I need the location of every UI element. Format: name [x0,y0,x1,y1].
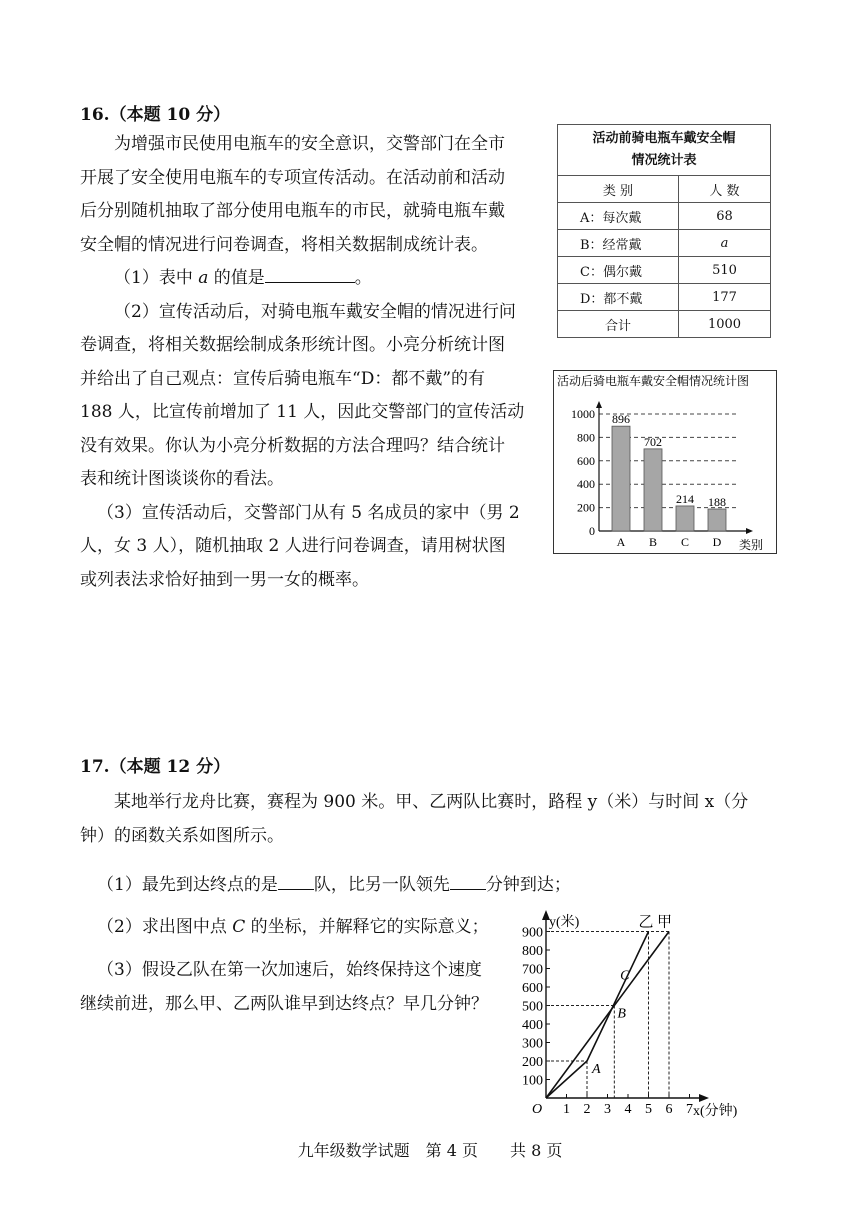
table-cell-category: A：每次戴 [558,203,679,230]
q17-intro-line: 钟）的函数关系如图所示。 [80,825,284,846]
y-tick-label: 100 [522,1073,543,1089]
y-tick-label: 600 [522,981,543,996]
x-axis-arrow [699,1094,709,1102]
y-tick-label: 200 [522,1055,543,1070]
chart-title: 活动后骑电瓶车戴安全帽情况统计图 [557,374,750,388]
q16-part2-line: 188 人，比宣传前增加了 11 人，因此交警部门的宣传活动 [80,402,525,422]
pre-activity-table [557,124,771,338]
x-axis-arrow [746,528,753,534]
q16-intro [80,128,550,597]
point-b-label: B [617,1006,626,1022]
distance-time-graph [505,908,765,1120]
bar-chart [553,370,777,554]
y-tick-label: 1000 [571,407,595,421]
y-tick-label: 800 [577,430,595,445]
x-tick-label: 4 [624,1102,632,1117]
q16-part1-pre: （1）表中 [114,268,199,288]
x-axis-label: 类别 [739,538,764,552]
bar-chart-svg [554,371,776,553]
q16-part1-var: a [198,268,209,288]
q16-part2-line: 表和统计图谈谈你的看法。 [80,469,284,489]
table-row [558,284,771,311]
series-jia-line [546,932,669,1099]
y-tick-label: 700 [522,962,543,978]
table-cell-value: a [679,230,771,257]
x-axis-label: x(分钟) [693,1104,738,1119]
answer-blank[interactable] [265,265,355,283]
bar-C [676,506,694,531]
q16-intro-line: 后分别随机抽取了部分使用电瓶车的市民，就骑电瓶车戴 [80,201,505,221]
q17-part3-line: （3）假设乙队在第一次加速后，始终保持这个速度 [97,960,482,980]
q17-part3-line: 继续前进，那么甲、乙两队谁早到达终点？早几分钟？ [80,993,488,1014]
q16-part2-line: 没有效果。你认为小亮分析数据的方法合理吗？结合统计 [80,435,505,456]
answer-blank[interactable] [278,872,314,890]
q16-title: 16.（本题 10 分） [80,105,231,125]
series-jia-label: 甲 [657,912,673,931]
q16-part2-line: （2）宣传活动后，对骑电瓶车戴安全帽的情况进行问 [114,301,516,322]
q17-intro [80,786,800,853]
y-tick-label: 900 [522,925,543,941]
y-tick-label: 300 [522,1036,543,1052]
table-caption-line: 活动前骑电瓶车戴安全帽 [592,131,736,146]
q17-part1-b: 队，比另一队领先 [313,875,450,895]
table-cell-category: C：偶尔戴 [558,257,679,284]
q16-part1-end: 。 [354,268,372,288]
y-tick-label: 800 [522,944,543,959]
x-tick-label: 7 [686,1102,693,1117]
point-a-label: A [592,1062,601,1077]
bar-value-label: 702 [644,434,662,449]
q17-title: 17.（本题 12 分） [80,757,231,777]
x-tick-label: C [680,535,690,549]
q17-part2-var: C [232,917,246,937]
y-axis-arrow [596,401,602,408]
q17-part3 [80,954,510,1021]
q17-part1-c: 分钟到达； [485,875,571,895]
point-c-label: C [620,968,630,984]
table-cell-value: 510 [679,257,771,284]
q17-intro-line: 某地举行龙舟比赛，赛程为 900 米。甲、乙两队比赛时，路程 y（米）与时间 x（分 [114,792,749,812]
q16-part3-line: 或列表法求恰好抽到一男一女的概率。 [80,569,369,590]
y-axis-label: y(米) [549,915,580,930]
table-row [558,257,771,284]
q16-intro-line: 为增强市民使用电瓶车的安全意识，交警部门在全市 [114,134,505,154]
q16-part2-line: 卷调查，将相关数据绘制成条形统计图。小亮分析统计图 [80,335,505,355]
table-row [558,203,771,230]
bar-value-label: 188 [708,495,726,510]
q16-part3-line: 人，女 3 人），随机抽取 2 人进行问卷调查，请用树状图 [80,536,506,556]
y-tick-label: 0 [589,524,595,538]
bar-value-label: 214 [676,491,694,506]
table-cell-category: D：都不戴 [558,284,679,311]
y-tick-label: 600 [577,453,595,468]
q16-part1 [80,262,550,296]
x-tick-label: 5 [645,1102,652,1117]
table-row [558,230,771,257]
bar-value-label: 896 [612,412,630,427]
answer-blank[interactable] [450,872,486,890]
x-tick-label: 3 [604,1102,611,1117]
table-cell-value: 68 [679,203,771,230]
q17-part2-post: 的坐标，并解释它的实际意义； [245,917,489,937]
x-tick-label: 1 [563,1102,570,1117]
table-header-count: 人 数 [679,176,771,203]
q16-part1-post: 的值是 [208,268,265,288]
table-cell-value: 177 [679,284,771,311]
series-yi-label: 乙 [638,912,654,931]
origin-label: O [532,1102,543,1117]
table-caption [558,125,771,176]
x-tick-label: 2 [583,1102,591,1117]
bar-D [708,509,726,531]
table-cell-category: B：经常戴 [558,230,679,257]
x-tick-label: 6 [665,1102,673,1117]
q17-part2 [97,911,517,945]
y-tick-label: 400 [577,477,595,492]
q17-part1-a: （1）最先到达终点的是 [97,875,278,895]
page-footer: 九年级数学试题 第 4 页 共 8 页 [297,1141,563,1160]
table-total-label: 合计 [558,311,679,338]
q16-part2-line: 并给出了自己观点：宣传后骑电瓶车“D：都不戴”的有 [80,368,486,389]
q17-part1 [97,869,697,903]
table-total-value: 1000 [679,311,771,338]
q17-part2-pre: （2）求出图中点 [97,917,233,937]
y-tick-label: 500 [522,999,543,1015]
x-tick-label: A [616,535,626,549]
table-row [558,311,771,338]
y-tick-label: 200 [577,500,595,515]
x-tick-label: B [648,535,658,549]
x-tick-label: D [712,535,722,549]
table-header-category: 类 别 [558,176,679,203]
y-tick-label: 400 [522,1018,543,1033]
q16-part3-line: （3）宣传活动后，交警部门从有 5 名成员的家中（男 2 [97,502,520,523]
bar-B [644,449,662,531]
bar-A [612,426,630,531]
q16-intro-line: 安全帽的情况进行问卷调查，将相关数据制成统计表。 [80,234,488,255]
table-caption-line: 情况统计表 [631,153,697,168]
q16-intro-line: 开展了安全使用电瓶车的专项宣传活动。在活动前和活动 [80,167,505,188]
